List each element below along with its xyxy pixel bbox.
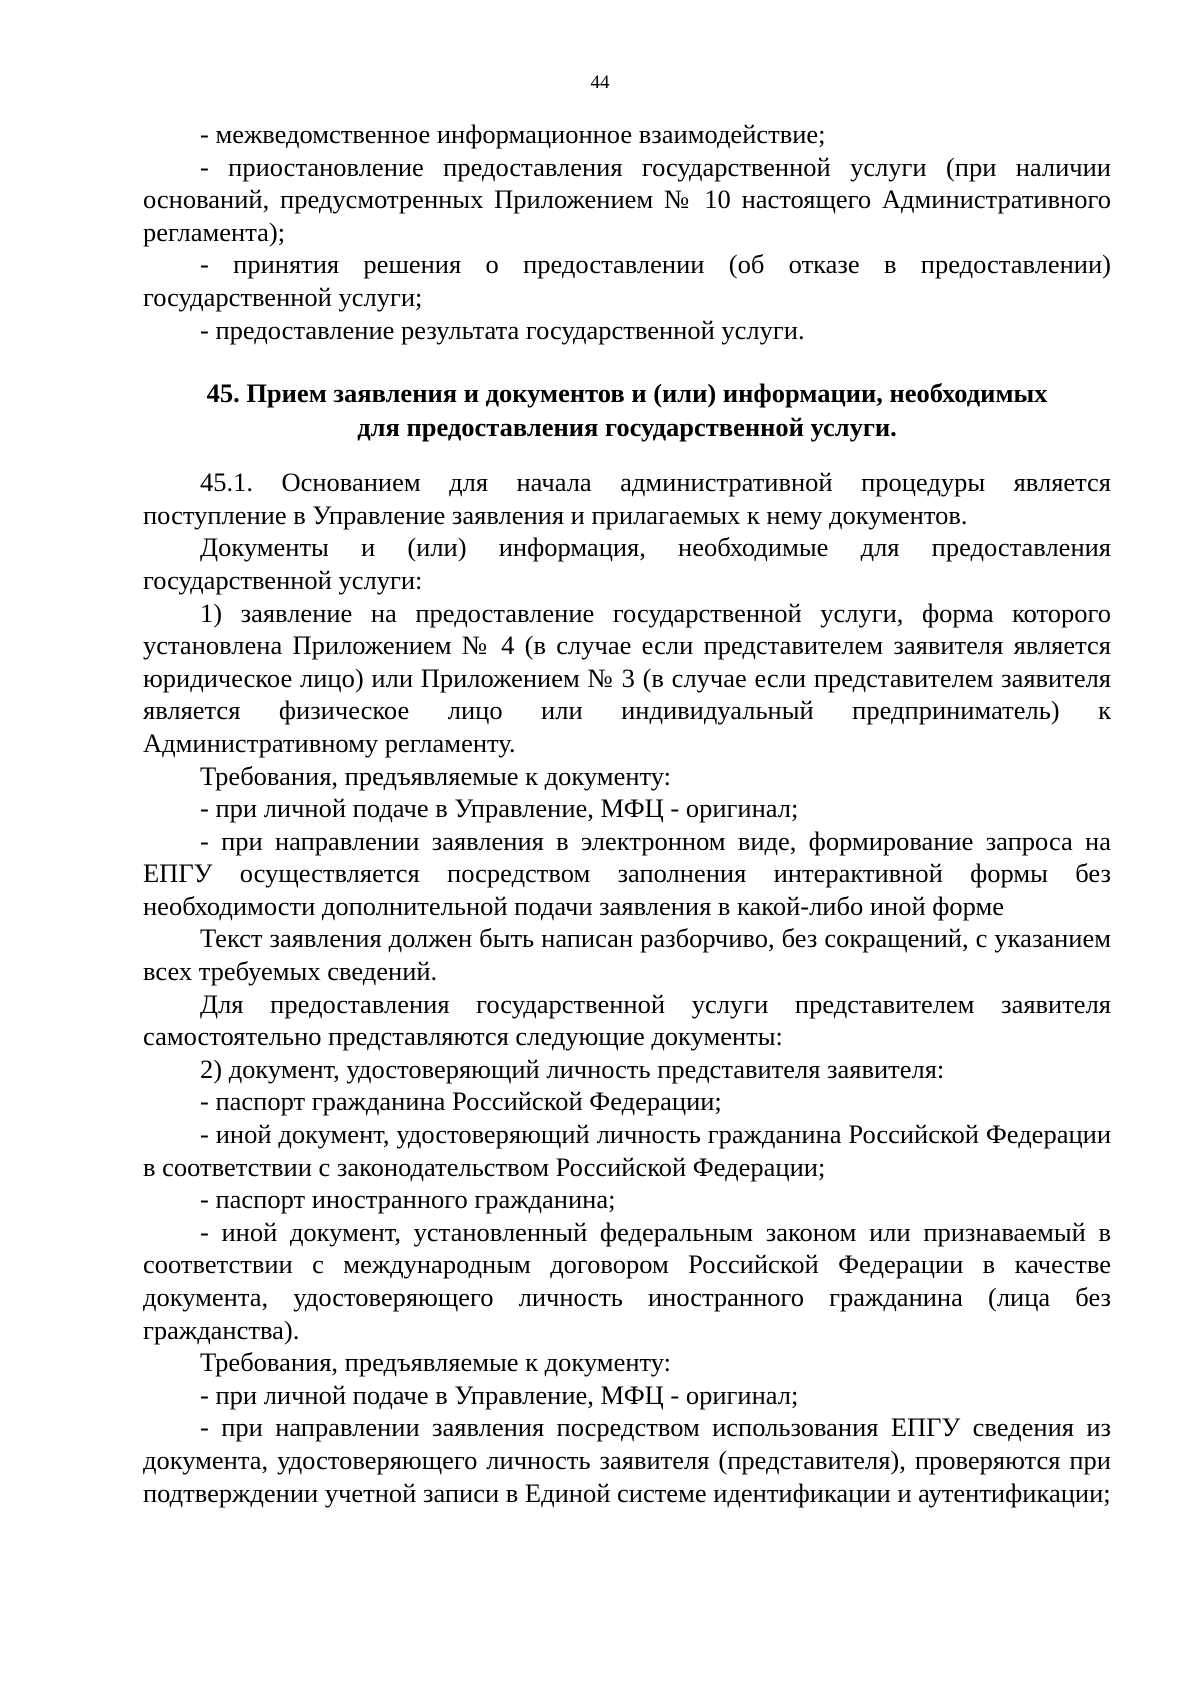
document-body (143, 118, 1111, 1509)
list-item: - при направлении заявления в электронном виде, формирование запроса на ЕПГУ осуществляется посредством заполнения интерактивной формы без необходимости дополнительной подачи заявления в какой-либо иной форме (143, 825, 1111, 921)
paragraph: Для предоставления государственной услуги представителем заявителя самостоятельно представляются следующие документы: (143, 988, 1111, 1052)
paragraph: 1) заявление на предоставление государственной услуги, форма которого установлена Приложением № 4 (в случае если представителем заявителя является юридическое лицо) или Приложением № 3 (в случае если представителем заявителя является физическое лицо или индивидуальный предприниматель) к Административному регламенту. (143, 597, 1111, 758)
list-item: - при личной подаче в Управление, МФЦ - оригинал; (200, 1379, 799, 1410)
list-item: - принятия решения о предоставлении (об отказе в предоставлении) государственной услуги; (143, 249, 1111, 312)
list-item: - приостановление предоставления государственной услуги (при наличии оснований, предусмотренных Приложением № 10 настоящего Административного регламента); (143, 151, 1111, 247)
paragraph: Требования, предъявляемые к документу: (200, 760, 672, 791)
section-heading-line: 45. Прием заявления и документов и (или) информации, необходимых (206, 378, 1048, 409)
section-heading-line: для предоставления государственной услуги. (357, 412, 897, 443)
paragraph: Требования, предъявляемые к документу: (200, 1347, 672, 1378)
list-item: - предоставление результата государственной услуги. (200, 314, 805, 345)
list-item: - паспорт иностранного гражданина; (200, 1184, 616, 1215)
paragraph: 45.1. Основанием для начала административной процедуры является поступление в Управление заявления и прилагаемых к нему документов. (143, 467, 1111, 530)
list-item: - иной документ, удостоверяющий личность гражданина Российской Федерации в соответствии с законодательством Российской Федерации; (143, 1119, 1111, 1182)
list-item: - при направлении заявления посредством использования ЕПГУ сведения из документа, удостоверяющего личность заявителя (представителя), проверяются при подтверждении учетной записи в Единой системе идентификации и аутентификации; (143, 1412, 1111, 1508)
paragraph: Текст заявления должен быть написан разборчиво, без сокращений, с указанием всех требуемых сведений. (143, 923, 1111, 987)
page-number: 44 (590, 72, 610, 93)
paragraph: 2) документ, удостоверяющий личность представителя заявителя: (200, 1053, 945, 1084)
section-heading (143, 376, 1111, 444)
list-item: - при личной подаче в Управление, МФЦ - оригинал; (200, 793, 799, 824)
list-item: - иной документ, установленный федеральным законом или признаваемый в соответствии с международным договором Российской Федерации в качестве документа, удостоверяющего личность иностранного гражданина (лица без гражданства). (143, 1216, 1111, 1345)
list-item: - паспорт гражданина Российской Федерации; (200, 1086, 722, 1117)
list-item: - межведомственное информационное взаимодействие; (200, 119, 826, 149)
paragraph: Документы и (или) информация, необходимые для предоставления государственной услуги: (143, 532, 1111, 595)
